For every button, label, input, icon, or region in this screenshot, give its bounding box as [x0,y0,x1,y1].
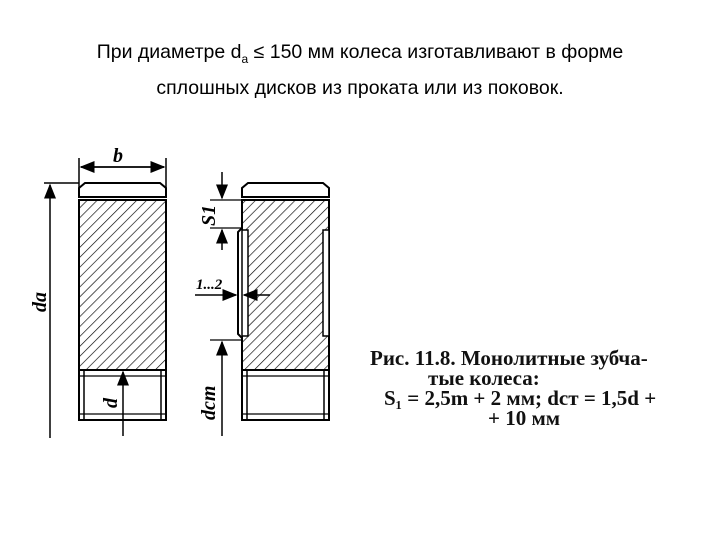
dst-label: dст [198,385,220,420]
figure-caption [370,348,700,428]
gap-label: 1...2 [196,277,223,293]
b-label: b [113,145,123,167]
da-label: da [29,292,51,312]
left-rim-top [79,183,166,197]
heading-line-1: При диаметре $d_a \le 150$ мм колеса изготавливают в форме [96,41,624,66]
caption-line-3: S₁ = 2,5m + 2 мм; dст = 1,5d + [384,386,657,410]
s1-label: S1 [198,204,220,226]
caption-line-2: тые колеса: [428,366,540,390]
right-hatched-body [242,200,329,370]
left-hatched-body [79,200,166,370]
left-wheel [29,145,166,438]
heading-line-2: сплошных дисков из проката или из поковок. [156,76,564,99]
d-label: d [100,398,122,408]
caption-line-4: + 10 мм [488,406,561,430]
right-bore [242,370,329,420]
right-recess [323,230,329,336]
caption-line-1: Рис. 11.8. Монолитные зубча- [370,346,648,370]
right-rim-top [242,183,329,197]
right-wheel [195,172,329,436]
